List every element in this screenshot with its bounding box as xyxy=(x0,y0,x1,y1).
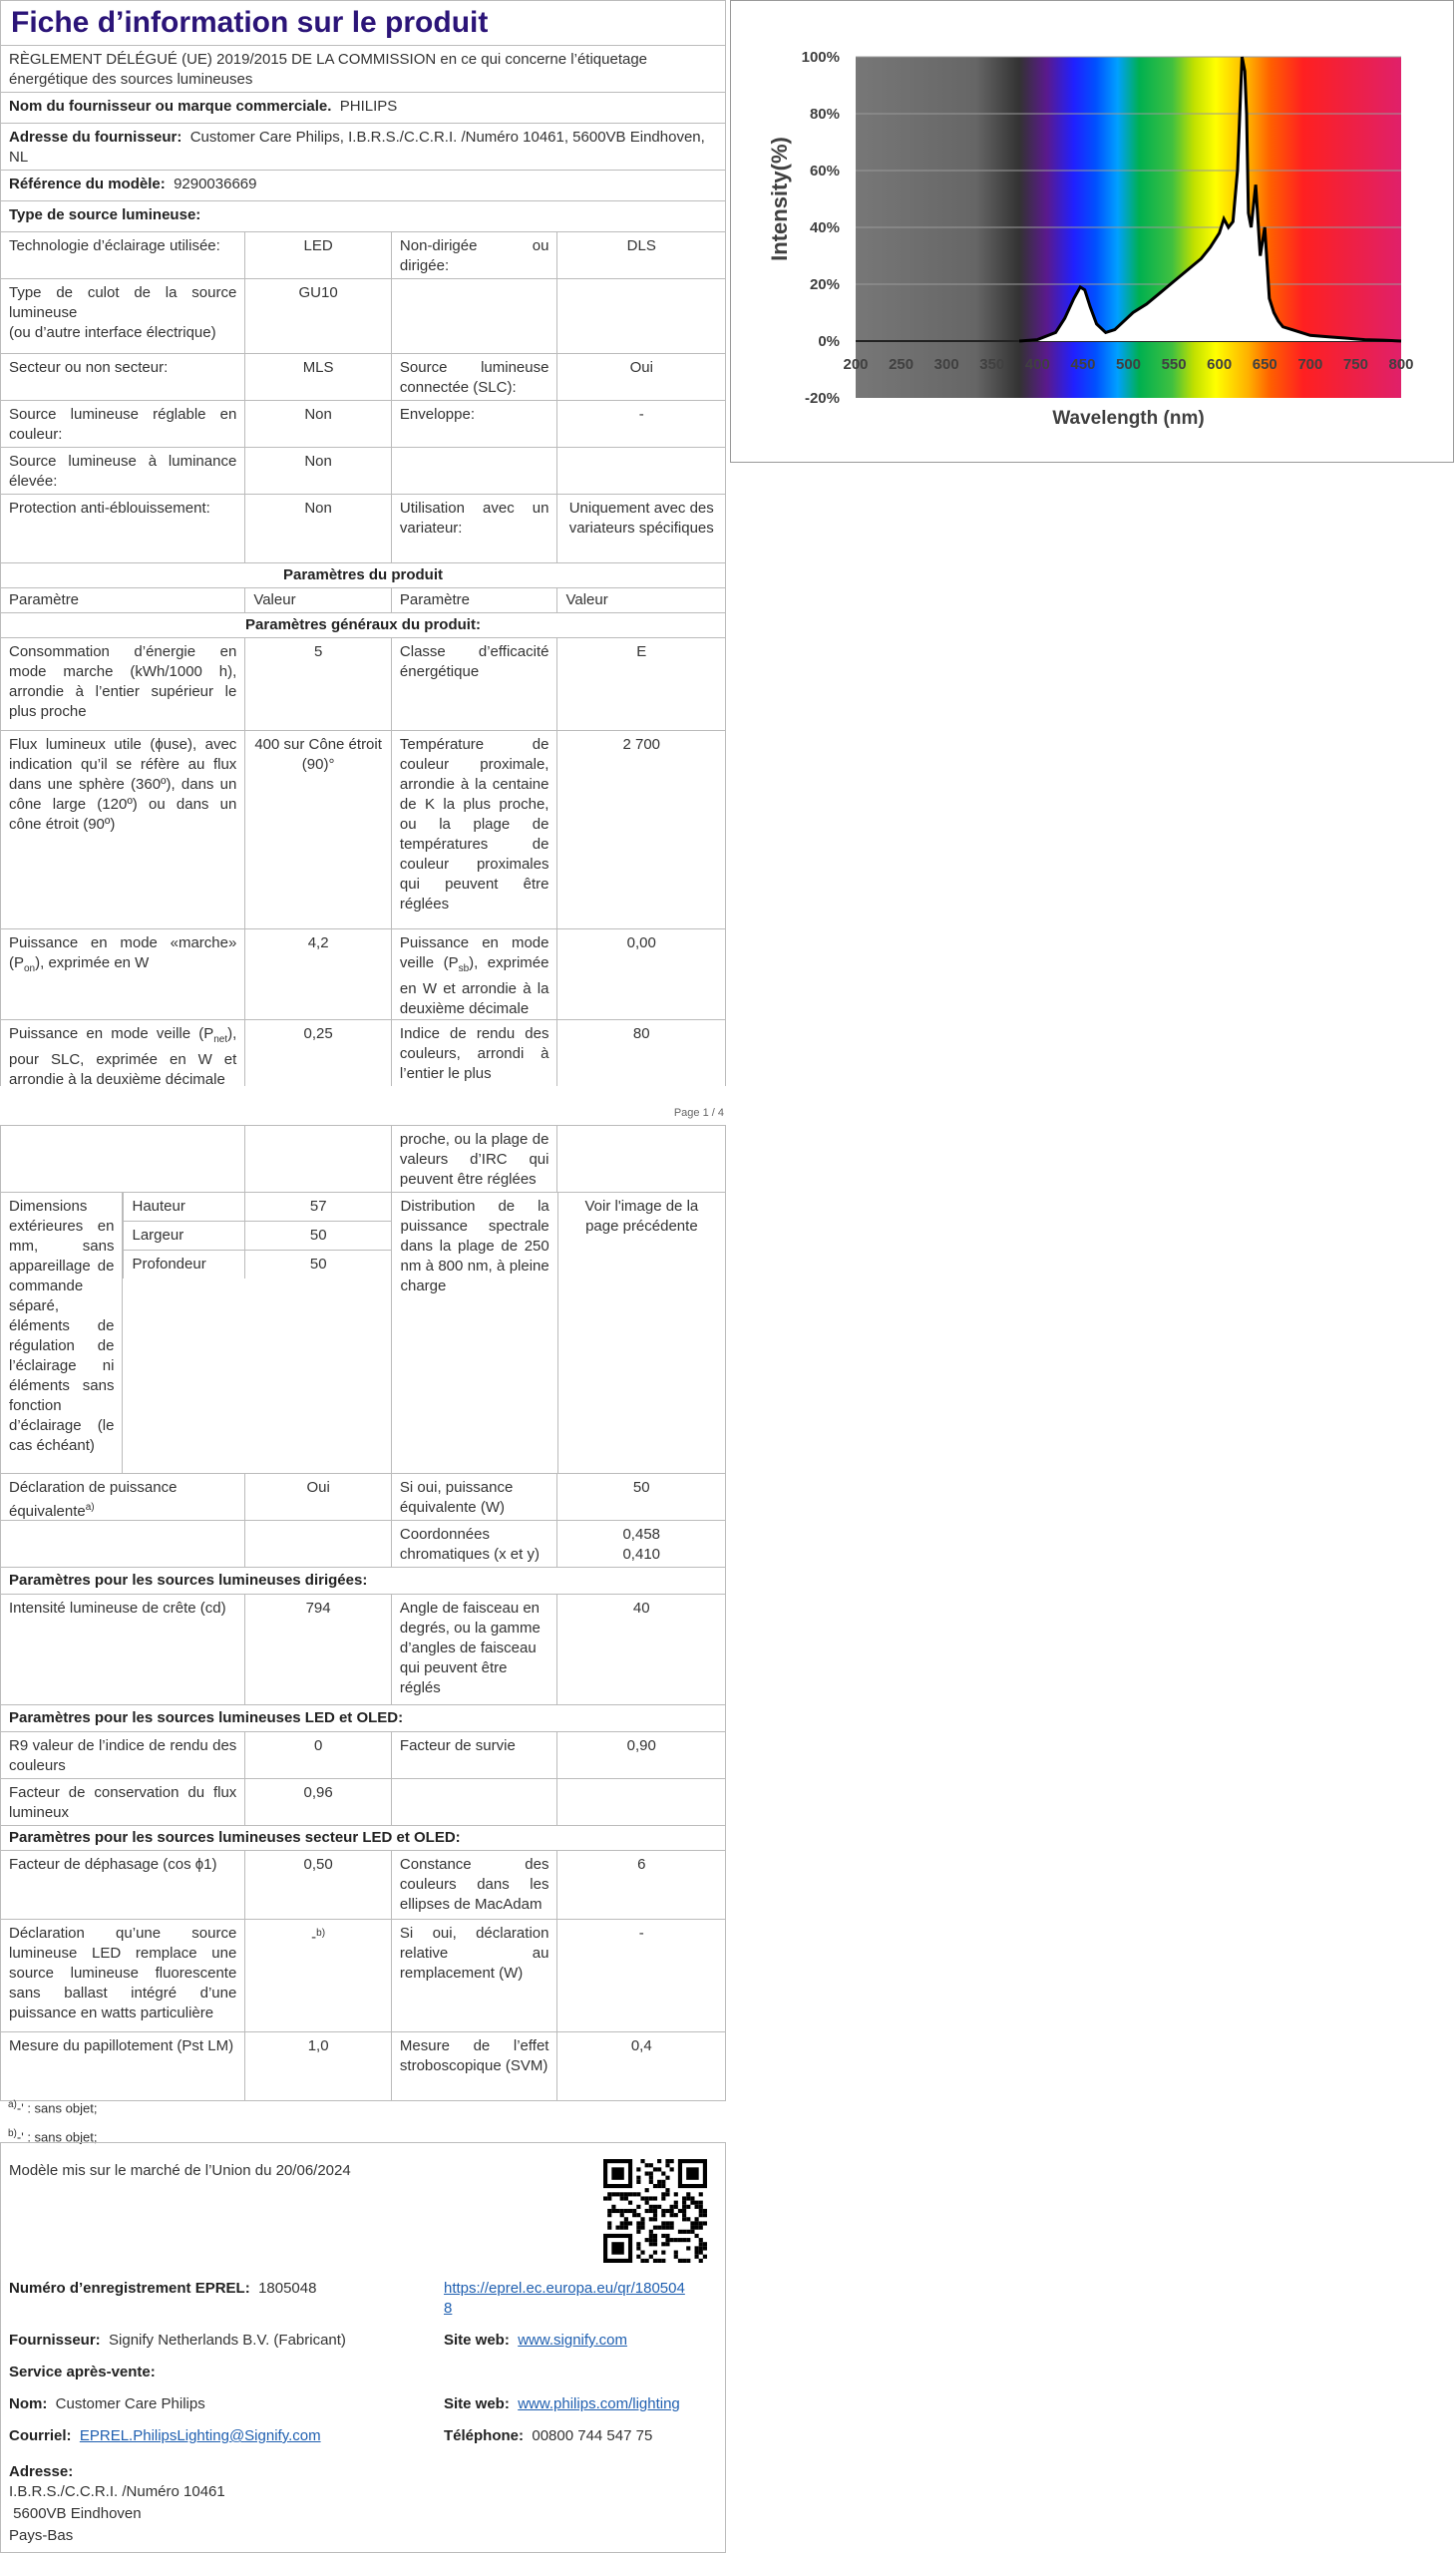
directed-header: Paramètres pour les sources lumineuses dirigées: xyxy=(9,1572,368,1589)
site2-line xyxy=(444,2394,680,2414)
mains_rows-cell-d: 6 xyxy=(637,1856,646,1873)
mains_rows-cell-b: 0,50 xyxy=(245,1851,392,1919)
phone-label: Téléphone: xyxy=(444,2427,525,2444)
page-number: Page 1 / 4 xyxy=(673,1107,724,1119)
addr-line-3: Pays-Bas xyxy=(9,2527,74,2544)
page-title: Fiche d’information sur le produit xyxy=(11,6,489,39)
site-line xyxy=(444,2331,627,2351)
source_rows-cell-c xyxy=(392,279,558,353)
dimensions-label: Dimensions extérieures en mm, sans appareillage de commande séparé, éléments de régulation de l’éclairage ni éléments sans fonction d’éclairage (le cas échéant) xyxy=(1,1193,123,1473)
equiv-label xyxy=(1,1474,245,1520)
blank-cell xyxy=(245,1521,392,1567)
spd-value: Voir l'image de la page précédente xyxy=(584,1198,699,1235)
spd-label: Distribution de la puissance spectrale dans la plage de 250 nm à 800 nm, à pleine charge xyxy=(392,1193,557,1473)
mains_rows-row xyxy=(1,1920,725,2032)
fournisseur-label: Fournisseur: xyxy=(9,2332,101,2349)
dimension-item xyxy=(123,1193,391,1222)
mains_rows-row xyxy=(1,1851,725,1920)
supplier-row xyxy=(1,93,725,123)
blank-cell xyxy=(1,1521,245,1567)
general_rows-text: Puissance en mode «marche» (P xyxy=(9,934,237,971)
source_rows-cell-d: - xyxy=(638,406,644,423)
source_rows-cell-b: Non xyxy=(245,448,392,494)
addr-line-2: 5600VB Eindhoven xyxy=(9,2505,142,2522)
datasheet-page xyxy=(0,0,726,2544)
general_rows-text: sb xyxy=(458,963,470,974)
dimension-name: Profondeur xyxy=(123,1251,245,1278)
supplier-line xyxy=(9,2331,346,2351)
led_rows-cell-d: 0,90 xyxy=(626,1737,656,1754)
supplier-value: PHILIPS xyxy=(339,98,398,115)
general_rows-text: Puissance en mode veille (P xyxy=(399,934,549,971)
email-link[interactable]: EPREL.PhilipsLighting@Signify.com xyxy=(79,2427,321,2444)
source_rows-cell-c xyxy=(392,448,558,494)
general_rows-cell-a xyxy=(1,1020,245,1086)
led_rows-row xyxy=(1,1732,725,1779)
email-label: Courriel: xyxy=(9,2427,72,2444)
equiv-value: Oui xyxy=(245,1474,392,1520)
x-tick-label: 250 xyxy=(889,356,914,373)
source-type-header: Type de source lumineuse: xyxy=(9,206,201,223)
addr-line-1: I.B.R.S./C.C.R.I. /Numéro 10461 xyxy=(9,2483,225,2500)
peak-intensity-label: Intensité lumineuse de crête (cd) xyxy=(1,1595,245,1704)
x-axis-label: Wavelength (nm) xyxy=(1052,408,1205,429)
peak-intensity-value: 794 xyxy=(245,1595,392,1704)
source_rows-cell-c: Source lumineuse connectée (SLC): xyxy=(392,354,558,400)
general_rows-cell-b: 5 xyxy=(245,638,392,730)
signify-link[interactable]: www.signify.com xyxy=(518,2332,627,2349)
source_rows-row xyxy=(1,495,725,563)
fournisseur-value: Signify Netherlands B.V. (Fabricant) xyxy=(109,2332,346,2349)
chroma-label: Coordonnées chromatiques (x et y) xyxy=(392,1521,558,1567)
source_rows-cell-c: Utilisation avec un variateur: xyxy=(392,495,558,562)
chroma-values xyxy=(557,1521,725,1567)
mains_rows-cell-c: Si oui, déclaration relative au remplacement (W) xyxy=(392,1920,558,2031)
source_rows-cell-a: Secteur ou non secteur: xyxy=(1,354,245,400)
source_rows-row xyxy=(1,354,725,401)
general-params-header: Paramètres généraux du produit: xyxy=(245,616,481,633)
x-tick-label: 300 xyxy=(933,356,959,373)
email-line xyxy=(9,2426,321,2446)
dimensions-items xyxy=(123,1193,392,1473)
dimension-value: 50 xyxy=(309,1256,327,1273)
equiv-text: Déclaration de puissance équivalente xyxy=(9,1479,178,1520)
phone-value: 00800 744 547 75 xyxy=(532,2427,653,2444)
eprel-number-line xyxy=(9,2279,316,2299)
general_rows-cell-c: Température de couleur proximale, arrondie à la centaine de K la plus proche, ou la plage de températures de couleur proximales qui peuvent être réglées xyxy=(392,731,558,928)
model-row xyxy=(1,171,725,200)
general_rows-cell-b: 400 sur Cône étroit (90)° xyxy=(245,731,392,928)
general_rows-cell-c: Indice de rendu des couleurs, arrondi à l’entier le plus xyxy=(392,1020,558,1086)
source_rows-cell-a: Protection anti-éblouissement: xyxy=(1,495,245,562)
general_rows-text: ), pour SLC, exprimée en W et arrondie à la deuxième décimale xyxy=(9,1025,237,1088)
cri-continued: proche, ou la plage de valeurs d’IRC qui peuvent être réglées xyxy=(392,1126,558,1192)
led_rows-cell-c xyxy=(392,1779,558,1825)
y-tick-label: -20% xyxy=(804,390,840,407)
chroma-x: 0,458 xyxy=(622,1526,661,1543)
general_rows-text: on xyxy=(24,963,36,974)
eprel-info-box xyxy=(0,2142,726,2553)
spectrum-chart xyxy=(730,0,1454,463)
general_rows-row xyxy=(1,638,725,731)
address-row xyxy=(1,124,725,170)
address-label: Adresse du fournisseur: xyxy=(9,129,182,146)
directed-row xyxy=(1,1595,725,1705)
chroma-row xyxy=(1,1521,725,1568)
dimension-value: 50 xyxy=(309,1227,327,1244)
general_rows-cell-c xyxy=(392,929,558,1019)
equiv-watt-label: Si oui, puissance équivalente (W) xyxy=(392,1474,558,1520)
x-tick-label: 700 xyxy=(1297,356,1323,373)
y-tick-label: 60% xyxy=(809,163,840,180)
x-tick-label: 500 xyxy=(1115,356,1142,373)
footnote-b-mark: b) xyxy=(8,2128,17,2140)
chroma-y: 0,410 xyxy=(622,1546,661,1563)
general_rows-row xyxy=(1,929,725,1020)
source_rows-cell-b: GU10 xyxy=(245,279,392,353)
mains_rows-cell-c: Constance des couleurs dans les ellipses de MacAdam xyxy=(392,1851,558,1919)
general_rows-text: ), exprimée en W et arrondie à la deuxième décimale xyxy=(399,954,549,1017)
mains_rows-cell-b: 1,0 xyxy=(245,2032,392,2100)
source_rows-cell-a: Source lumineuse à luminance élevée: xyxy=(1,448,245,494)
mains_rows-cell-a: Facteur de déphasage (cos ϕ1) xyxy=(1,1851,245,1919)
general_rows-row xyxy=(1,731,725,929)
source_rows-cell-c: Enveloppe: xyxy=(392,401,558,447)
general_rows-cell-b: 4,2 xyxy=(245,929,392,1019)
footnote-a-mark: a) xyxy=(8,2099,17,2110)
general_rows-cell-d: 2 700 xyxy=(622,736,661,753)
x-tick-label: 800 xyxy=(1388,356,1414,373)
site2-label: Site web: xyxy=(444,2395,510,2412)
y-tick-label: 20% xyxy=(809,276,840,293)
source_rows-cell-d: DLS xyxy=(626,237,656,254)
source_rows-cell-b: Non xyxy=(245,401,392,447)
led_rows-row xyxy=(1,1779,725,1826)
col-header-value: Valeur xyxy=(245,588,392,612)
qr-code-icon[interactable] xyxy=(603,2159,707,2263)
col-header-param2: Paramètre xyxy=(392,588,558,612)
general_rows-text: Puissance en mode veille (P xyxy=(9,1025,214,1042)
dimensions-row xyxy=(1,1193,725,1474)
dimension-value: 57 xyxy=(309,1198,327,1215)
mains_rows-cell-c: Mesure de l’effet stroboscopique (SVM) xyxy=(392,2032,558,2100)
general_rows-text: ), exprimée en W xyxy=(35,954,150,971)
general_rows-cell-d: 80 xyxy=(632,1025,650,1042)
mains_rows-text: b) xyxy=(316,1928,326,1939)
source_rows-row xyxy=(1,448,725,495)
x-tick-label: 200 xyxy=(843,356,869,373)
col-header-param: Paramètre xyxy=(1,588,245,612)
dimension-name: Hauteur xyxy=(123,1193,245,1221)
general_rows-cell-b: 0,25 xyxy=(245,1020,392,1086)
blank-cell xyxy=(1,1126,245,1192)
dimension-item xyxy=(123,1251,391,1278)
supplier-label: Nom du fournisseur ou marque commerciale. xyxy=(9,98,332,115)
phone-line xyxy=(444,2426,652,2446)
page-two-table xyxy=(0,1125,726,2101)
footnote-b-text: -' : sans objet; xyxy=(16,2129,98,2145)
source_rows-cell-b: MLS xyxy=(245,354,392,400)
y-tick-label: 40% xyxy=(809,219,840,236)
name-value: Customer Care Philips xyxy=(55,2395,205,2412)
equivalent-row xyxy=(1,1474,725,1521)
general_rows-cell-a: Flux lumineux utile (ϕuse), avec indication qu’il se réfère au flux dans une sphère (360º), dans un cône large (120º) ou dans un cône étroit (90º) xyxy=(1,731,245,928)
source_rows-cell-b: Non xyxy=(245,495,392,562)
addr-label: Adresse: xyxy=(9,2463,74,2480)
source_rows-cell-d xyxy=(557,279,725,353)
site-label: Site web: xyxy=(444,2332,510,2349)
general_rows-cell-d: 0,00 xyxy=(626,934,656,951)
dimension-name: Largeur xyxy=(123,1222,245,1250)
name-label: Nom: xyxy=(9,2395,48,2412)
led-header: Paramètres pour les sources lumineuses LED et OLED: xyxy=(9,1709,404,1726)
source_rows-cell-d: Uniquement avec des variateurs spécifiques xyxy=(568,500,714,537)
col-header-value2: Valeur xyxy=(565,591,608,608)
mains_rows-text: - xyxy=(311,1929,317,1946)
led_rows-cell-a: R9 valeur de l’indice de rendu des couleurs xyxy=(1,1732,245,1778)
eprel-label: Numéro d’enregistrement EPREL: xyxy=(9,2280,250,2297)
source_rows-cell-d xyxy=(557,448,725,494)
address-value: Customer Care Philips, I.B.R.S./C.C.R.I. /Numéro 10461, 5600VB Eindhoven, NL xyxy=(9,129,705,166)
general_rows-cell-d: E xyxy=(636,643,647,660)
general_rows-cell-c: Classe d’efficacité énergétique xyxy=(392,638,558,730)
x-tick-label: 550 xyxy=(1161,356,1187,373)
general_rows-row xyxy=(1,1020,725,1086)
source_rows-cell-d: Oui xyxy=(629,359,653,376)
source_rows-row xyxy=(1,279,725,354)
source_rows-row xyxy=(1,232,725,279)
source_rows-cell-c: Non-dirigée ou dirigée: xyxy=(392,232,558,278)
led_rows-cell-b: 0 xyxy=(245,1732,392,1778)
x-tick-label: 400 xyxy=(1024,356,1050,373)
y-tick-label: 80% xyxy=(809,106,840,123)
service-label: Service après-vente: xyxy=(9,2364,156,2380)
source_rows-cell-b: LED xyxy=(245,232,392,278)
blank-cell xyxy=(557,1126,725,1192)
footnote-a xyxy=(0,2092,105,2121)
led_rows-cell-a: Facteur de conservation du flux lumineux xyxy=(1,1779,245,1825)
general_rows-cell-a: Consommation d’énergie en mode marche (kWh/1000 h), arrondie à l’entier supérieur le plus proche xyxy=(1,638,245,730)
led_rows-cell-c: Facteur de survie xyxy=(392,1732,558,1778)
source_rows-row xyxy=(1,401,725,448)
mains_rows-cell-a: Déclaration qu’une source lumineuse LED remplace une source lumineuse fluorescente sans ballast intégré d’une puissance en watts particulière xyxy=(1,1920,245,2031)
general_rows-text: net xyxy=(213,1034,228,1045)
eprel-value: 1805048 xyxy=(258,2280,317,2297)
product-params-header: Paramètres du produit xyxy=(282,566,444,583)
spectrum-chart-svg xyxy=(731,1,1453,462)
source_rows-cell-a: Type de culot de la source lumineuse (ou d’autre interface électrique) xyxy=(1,279,245,353)
regulation-text: RÈGLEMENT DÉLÉGUÉ (UE) 2019/2015 DE LA COMMISSION en ce qui concerne l’étiquetage énergétique des sources lumineuses xyxy=(9,51,648,88)
y-tick-label: 100% xyxy=(801,49,840,66)
model-value: 9290036669 xyxy=(174,176,257,192)
x-tick-label: 750 xyxy=(1342,356,1368,373)
dimension-item xyxy=(123,1222,391,1251)
x-tick-label: 450 xyxy=(1070,356,1096,373)
philips-link[interactable]: www.philips.com/lighting xyxy=(518,2395,680,2412)
column-headers xyxy=(1,588,725,613)
market-date: Modèle mis sur le marché de l’Union du 20/06/2024 xyxy=(9,2162,351,2179)
mains_rows-cell-a: Mesure du papillotement (Pst LM) xyxy=(1,2032,245,2100)
footnote-a-text: -' : sans objet; xyxy=(16,2100,98,2116)
led_rows-cell-b: 0,96 xyxy=(245,1779,392,1825)
mains_rows-row xyxy=(1,2032,725,2100)
name-line xyxy=(9,2394,205,2414)
y-axis-label: Intensity(%) xyxy=(767,137,792,261)
source_rows-cell-a: Source lumineuse réglable en couleur: xyxy=(1,401,245,447)
mains_rows-cell-d: 0,4 xyxy=(630,2037,652,2054)
x-tick-label: 600 xyxy=(1207,356,1233,373)
general_rows-cell-a xyxy=(1,929,245,1019)
mains_rows-cell-d: - xyxy=(638,1925,644,1942)
eprel-link[interactable]: https://eprel.ec.europa.eu/qr/1805048 xyxy=(444,2280,685,2317)
mains_rows-cell-b xyxy=(245,1920,392,2031)
beam-angle-value: 40 xyxy=(632,1600,650,1617)
blank-cell xyxy=(245,1126,392,1192)
model-label: Référence du modèle: xyxy=(9,176,166,192)
led_rows-cell-d xyxy=(557,1779,725,1825)
x-tick-label: 650 xyxy=(1252,356,1277,373)
equiv-sup: a) xyxy=(85,1502,95,1513)
equiv-watt-value: 50 xyxy=(632,1479,650,1496)
y-tick-label: 0% xyxy=(818,333,840,350)
beam-angle-label: Angle de faisceau en degrés, ou la gamme d’angles de faisceau qui peuvent être réglés xyxy=(392,1595,558,1704)
x-tick-label: 350 xyxy=(979,356,1005,373)
source_rows-cell-a: Technologie d’éclairage utilisée: xyxy=(1,232,245,278)
mains-header: Paramètres pour les sources lumineuses secteur LED et OLED: xyxy=(9,1829,461,1846)
